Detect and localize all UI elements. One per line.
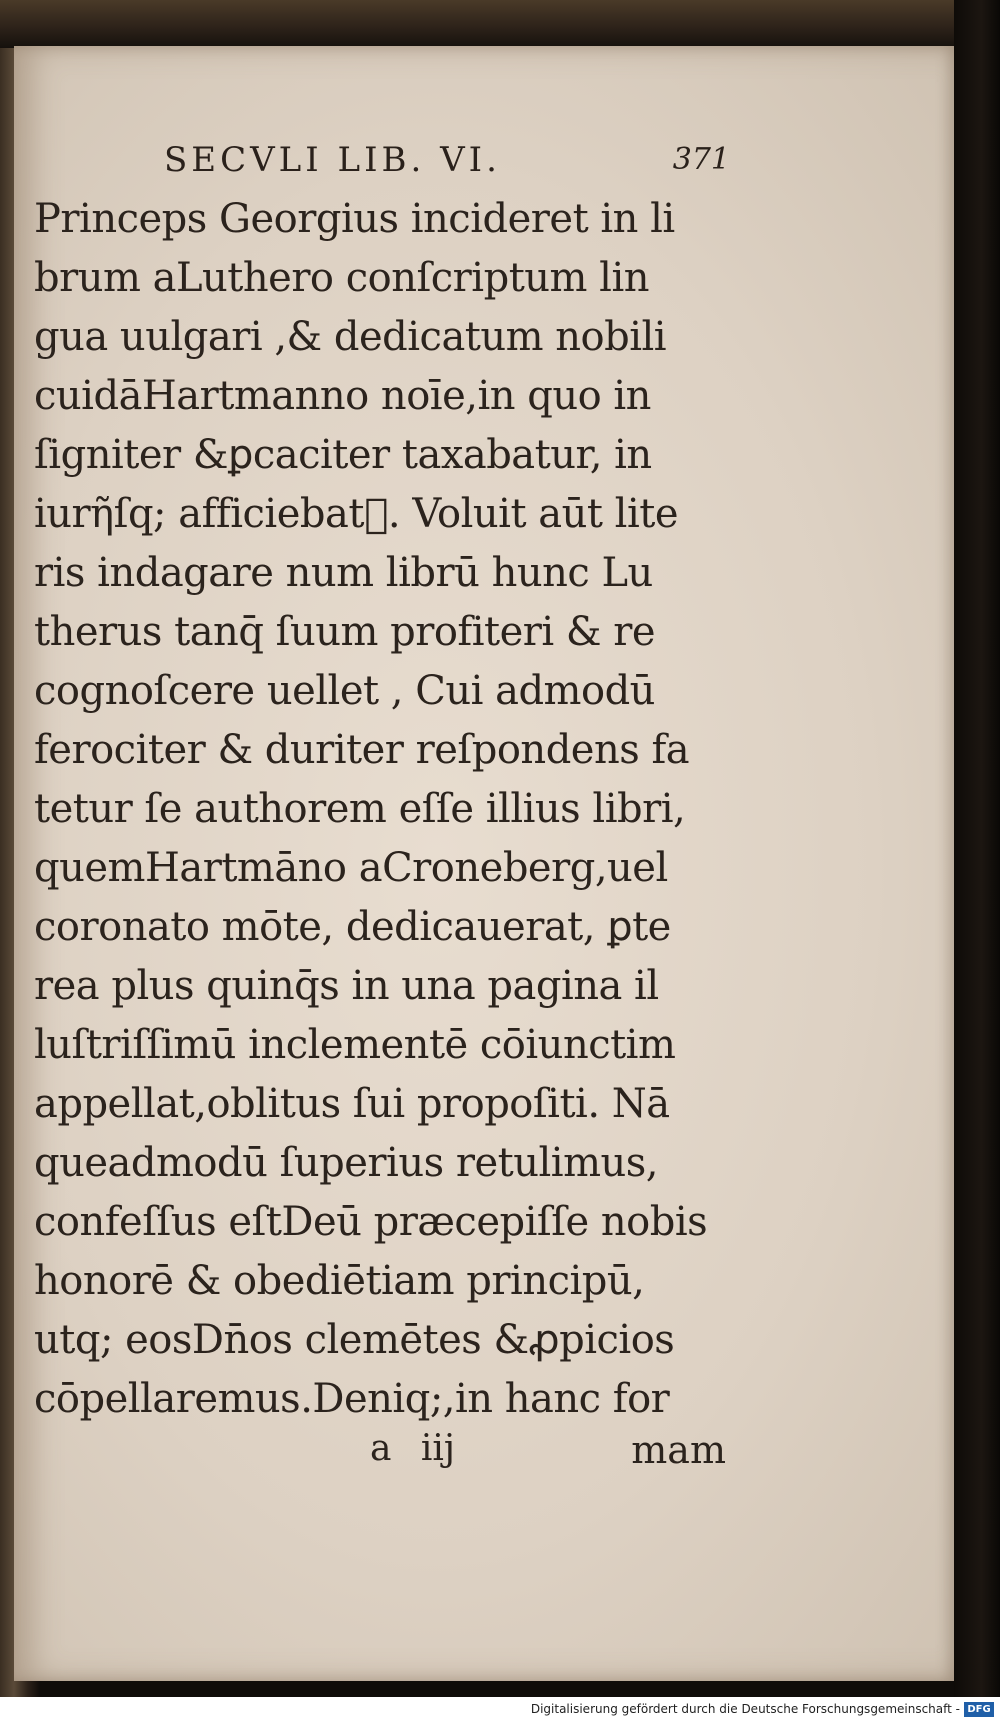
text-line: utq; eosDn̄os clemētes &ꝓpicios xyxy=(34,1317,675,1363)
text-line: Princeps Georgius incideret in li xyxy=(34,196,675,242)
text-line: cuidāHartmanno noīe,in quo in xyxy=(34,373,651,419)
catchword: mam xyxy=(631,1428,726,1472)
text-line: confeſſus eſtDeū præcepiſſe nobis xyxy=(34,1199,708,1245)
dfg-logo-icon: DFG xyxy=(964,1702,994,1717)
running-head: SECVLI LIB. VI. xyxy=(164,140,501,180)
text-line: luſtriſſimū inclementē cōiunctim xyxy=(34,1022,676,1068)
text-line: rea plus quinq̄s in una pagina il xyxy=(34,963,659,1009)
text-line: ſigniter &ꝑcaciter taxabatur, in xyxy=(34,432,652,478)
text-line: queadmodū ſuperius retulimus, xyxy=(34,1140,658,1186)
text-line: honorē & obediētiam principū, xyxy=(34,1258,645,1304)
binding-edge xyxy=(954,0,1000,1723)
digitization-credit: Digitalisierung gefördert durch die Deutsche Forschungsgemeinschaft - xyxy=(530,1702,960,1716)
text-line: coronato mōte, dedicauerat, ꝑte xyxy=(34,904,671,950)
text-line: cōpellaremus.Deniq;,in hanc for xyxy=(34,1376,670,1422)
text-line: cognoſcere uellet , Cui admodū xyxy=(34,668,655,714)
text-line: iurῆſq; afficiebat᷑. Voluit aūt lite xyxy=(34,491,678,537)
text-line: tetur ſe authorem eſſe illius libri, xyxy=(34,786,686,832)
scan-top-edge xyxy=(0,0,1000,48)
digitization-credit-bar xyxy=(0,1697,1000,1723)
text-line: ferociter & duriter reſpondens fa xyxy=(34,727,690,773)
text-line: gua uulgari ,& dedicatum nobili xyxy=(34,314,667,360)
text-line: appellat,oblitus ſui propoſiti. Nā xyxy=(34,1081,670,1127)
page-number: 371 xyxy=(672,142,730,177)
signature-mark: a iij xyxy=(370,1428,456,1469)
text-line: therus tanq̄ ſuum profiteri & re xyxy=(34,609,656,655)
text-line: ris indagare num librū hunc Lu xyxy=(34,550,653,596)
text-line: quemHartmāno aCroneberg,uel xyxy=(34,845,668,891)
body-text xyxy=(34,190,734,1429)
text-line: brum aLuthero conſcriptum lin xyxy=(34,255,650,301)
